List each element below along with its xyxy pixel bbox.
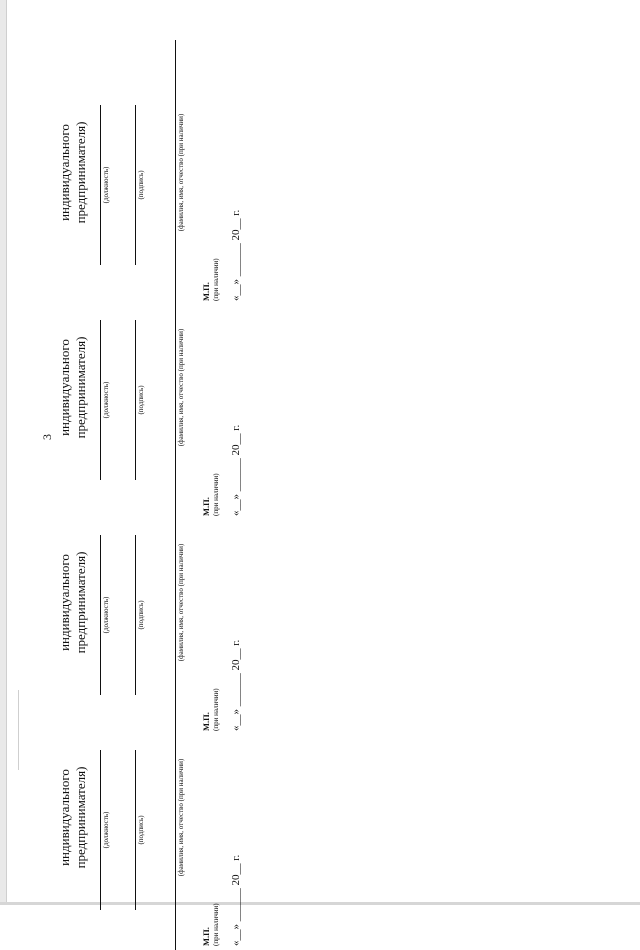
title-line-1: индивидуального xyxy=(57,769,72,866)
stamp-label: М.П. xyxy=(201,927,211,946)
title-line-1: индивидуального xyxy=(57,124,72,221)
scan-page-edge xyxy=(0,0,7,905)
stamp-note: (при наличии) xyxy=(212,258,220,301)
signature-caption: (подпись) xyxy=(137,385,145,415)
signature-caption: (подпись) xyxy=(137,815,145,845)
position-caption: (должность) xyxy=(102,811,110,849)
signature-line xyxy=(135,105,136,265)
page-number: 3 xyxy=(40,434,54,440)
position-line xyxy=(100,320,101,480)
position-line xyxy=(100,535,101,695)
signature-line xyxy=(135,535,136,695)
block-title xyxy=(57,685,89,950)
signature-line xyxy=(135,750,136,910)
name-caption: (фамилия, имя, отчество (при наличии) xyxy=(177,758,185,877)
title-line-2: предпринимателя) xyxy=(73,121,88,224)
title-line-2: предпринимателя) xyxy=(73,336,88,439)
stamp-label: М.П. xyxy=(201,497,211,516)
title-line-1: индивидуального xyxy=(57,554,72,651)
date-line: «__» ______ 20__ г. xyxy=(230,854,242,946)
title-line-2: предпринимателя) xyxy=(73,551,88,654)
position-line xyxy=(100,105,101,265)
signature-block-1 xyxy=(55,685,250,950)
date-line: «__» ______ 20__ г. xyxy=(230,639,242,731)
position-line xyxy=(100,750,101,910)
name-line xyxy=(175,685,176,950)
stamp-note: (при наличии) xyxy=(212,688,220,731)
name-caption: (фамилия, имя, отчество (при наличии) xyxy=(177,113,185,232)
name-caption: (фамилия, имя, отчество (при наличии) xyxy=(177,543,185,662)
signature-caption: (подпись) xyxy=(137,170,145,200)
stamp-label: М.П. xyxy=(201,282,211,301)
title-line-2: предпринимателя) xyxy=(73,766,88,869)
stamp-label: М.П. xyxy=(201,712,211,731)
position-caption: (должность) xyxy=(102,381,110,419)
position-caption: (должность) xyxy=(102,596,110,634)
name-caption: (фамилия, имя, отчество (при наличии) xyxy=(177,328,185,447)
date-line: «__» ______ 20__ г. xyxy=(230,424,242,516)
signature-line xyxy=(135,320,136,480)
signature-caption: (подпись) xyxy=(137,600,145,630)
date-line: «__» ______ 20__ г. xyxy=(230,209,242,301)
stamp-note: (при наличии) xyxy=(212,473,220,516)
title-line-1: индивидуального xyxy=(57,339,72,436)
position-caption: (должность) xyxy=(102,166,110,204)
scan-mark xyxy=(18,690,19,770)
stamp-note: (при наличии) xyxy=(212,903,220,946)
